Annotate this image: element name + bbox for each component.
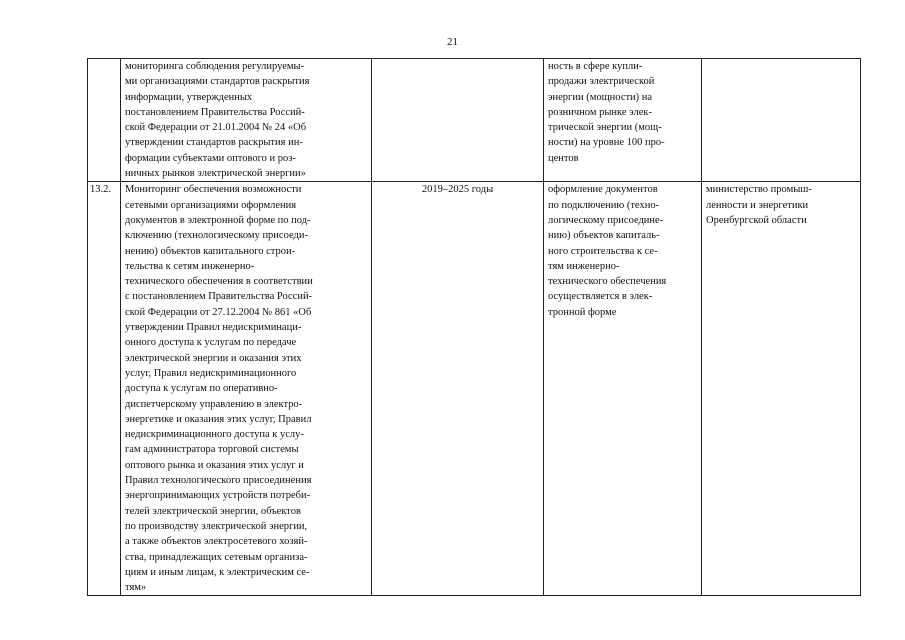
text-line: ничных рынков электрической энергии»	[125, 168, 306, 180]
text-line: министерство промыш-	[706, 184, 812, 196]
text-line: осуществляется в элек-	[548, 291, 653, 303]
text-line: информации, утвержденных	[125, 91, 253, 103]
term-cell	[372, 59, 544, 182]
text-line: недискриминационного доступа к услу-	[125, 429, 304, 441]
measures-table	[87, 58, 861, 596]
table-row	[88, 59, 861, 182]
text-line: формации субъектами оптового и роз-	[125, 152, 296, 164]
text-line: трической энергии (мощ-	[548, 122, 662, 134]
text-line: ности) на уровне 100 про-	[548, 137, 665, 149]
text-line: ской Федерации от 27.12.2004 № 861 «Об	[125, 306, 312, 318]
text-line: Оренбургской области	[706, 214, 807, 226]
text-line: тям инженерно-	[548, 260, 620, 272]
row-number-cell	[88, 182, 121, 596]
result-cell	[544, 59, 702, 182]
text-line: центов	[548, 152, 579, 164]
text-line: ми организациями стандартов раскрытия	[125, 76, 310, 88]
text-line: технического обеспечения в соответствии	[125, 276, 313, 288]
text-line: телей электрической энергии, объектов	[125, 505, 301, 517]
text-line: электрической энергии и оказания этих	[125, 352, 302, 364]
text-line: тронной форме	[548, 306, 617, 318]
text-line: по производству электрической энергии,	[125, 520, 308, 532]
executor-cell	[702, 59, 861, 182]
text-line: постановлением Правительства Россий-	[125, 106, 305, 118]
text-line: диспетчерскому управлению в электро-	[125, 398, 303, 410]
text-line: тельства к сетям инженерно-	[125, 260, 255, 272]
activity-cell	[121, 59, 372, 182]
executor-cell	[702, 182, 861, 596]
text-line: онного доступа к услугам по передаче	[125, 337, 297, 349]
text-line: ность в сфере купли-	[548, 61, 643, 72]
text-line: утверждении стандартов раскрытия ин-	[125, 137, 303, 149]
term-text: 2019–2025 годы	[421, 184, 494, 196]
text-line: с постановлением Правительства Россий-	[125, 291, 313, 303]
row-number: 13.2.	[90, 184, 111, 196]
text-line: циям и иным лицам, к электрическим се-	[125, 566, 310, 578]
text-line: энергии (мощности) на	[548, 91, 653, 103]
text-line: гам администратора торговой системы	[125, 444, 299, 456]
row-number-cell	[88, 59, 121, 182]
text-line: технического обеспечения	[548, 276, 667, 288]
text-line: Мониторинг обеспечения возможности	[125, 184, 302, 196]
text-line: оптового рынка и оказания этих услуг и	[125, 459, 304, 471]
text-line: мониторинга соблюдения регулируемы-	[125, 61, 305, 72]
text-line: а также объектов электросетевого хозяй-	[125, 536, 308, 548]
text-line: утверждении Правил недискриминаци-	[125, 322, 302, 334]
text-line: логическому присоедине-	[548, 214, 664, 226]
text-line: розничном рынке элек-	[548, 106, 652, 118]
text-line: ного строительства к се-	[548, 245, 658, 257]
page-number: 21	[447, 36, 458, 48]
text-line: ленности и энергетики	[706, 199, 809, 211]
text-line: доступа к услугам по оперативно-	[125, 383, 278, 395]
text-line: тям»	[125, 582, 147, 594]
text-line: оформление документов	[548, 184, 658, 196]
text-line: продажи электрической	[548, 76, 655, 88]
text-line: ключению (технологическому присоеди-	[125, 230, 308, 242]
text-line: Правил технологического присоединения	[125, 475, 312, 487]
text-line: по подключению (техно-	[548, 199, 660, 211]
result-cell	[544, 182, 702, 596]
table-row	[88, 182, 861, 596]
text-line: энергетике и оказания этих услуг, Правил	[125, 413, 312, 425]
text-line: сетевыми организациями оформления	[125, 199, 297, 211]
activity-cell	[121, 182, 372, 596]
text-line: энергопринимающих устройств потреби-	[125, 490, 311, 502]
text-line: нению) объектов капитального строи-	[125, 245, 296, 257]
text-line: ской Федерации от 21.01.2004 № 24 «Об	[125, 122, 307, 134]
term-cell	[372, 182, 544, 596]
text-line: нию) объектов капиталь-	[548, 230, 660, 242]
text-line: документов в электронной форме по под-	[125, 214, 311, 226]
text-line: ства, принадлежащих сетевым организа-	[125, 551, 308, 563]
text-line: услуг, Правил недискриминационного	[125, 367, 297, 379]
